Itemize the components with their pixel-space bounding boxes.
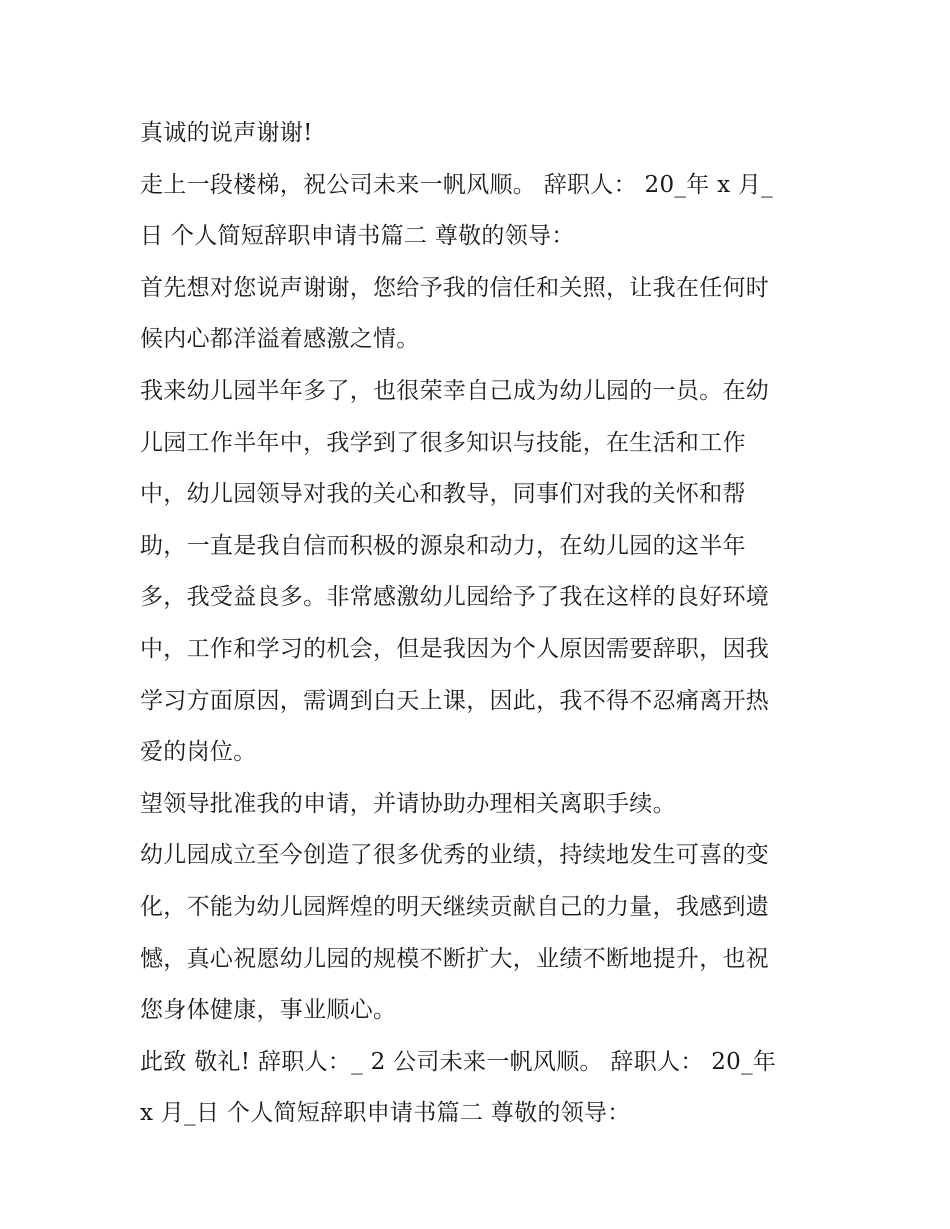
text-line: 憾，真心祝愿幼儿园的规模不断扩大，业绩不断地提升，也祝: [140, 945, 770, 972]
text-line: 您身体健康，事业顺心。: [140, 997, 397, 1024]
text-line: 走上一段楼梯，祝公司未来一帆风顺。 辞职人： 20_年 x 月_: [140, 171, 774, 198]
text-line: 此致 敬礼! 辞职人：_ 2 公司未来一帆风顺。 辞职人： 20_年: [140, 1048, 777, 1075]
text-line: 爱的岗位。: [140, 739, 257, 766]
text-line: 候内心都洋溢着感激之情。: [140, 326, 420, 353]
text-line: 我来幼儿园半年多了，也很荣幸自己成为幼儿园的一员。在幼: [140, 377, 770, 404]
text-line: 儿园工作半年中，我学到了很多知识与技能，在生活和工作: [140, 429, 746, 456]
text-line: 学习方面原因，需调到白天上课，因此，我不得不忍痛离开热: [140, 687, 770, 714]
text-line: x 月_日 个人简短辞职申请书篇二 尊敬的领导：: [140, 1100, 631, 1127]
text-line: 中，工作和学习的机会，但是我因为个人原因需要辞职，因我: [140, 635, 770, 662]
text-line: 真诚的说声谢谢!: [140, 120, 313, 146]
text-line: 化，不能为幼儿园辉煌的明天继续贡献自己的力量，我感到遗: [140, 893, 770, 920]
text-line: 首先想对您说声谢谢，您给予我的信任和关照，让我在任何时: [140, 274, 770, 301]
text-line: 幼儿园成立至今创造了很多优秀的业绩，持续地发生可喜的变: [140, 842, 770, 869]
text-line: 助，一直是我自信而积极的源泉和动力，在幼儿园的这半年: [140, 532, 746, 559]
text-line: 多，我受益良多。非常感激幼儿园给予了我在这样的良好环境: [140, 584, 770, 611]
text-line: 中，幼儿园领导对我的关心和教导，同事们对我的关怀和帮: [140, 481, 746, 508]
document-body: [140, 108, 820, 1140]
text-line: 日 个人简短辞职申请书篇二 尊敬的领导：: [140, 223, 575, 250]
text-line: 望领导批准我的申请，并请协助办理相关离职手续。: [140, 790, 676, 817]
